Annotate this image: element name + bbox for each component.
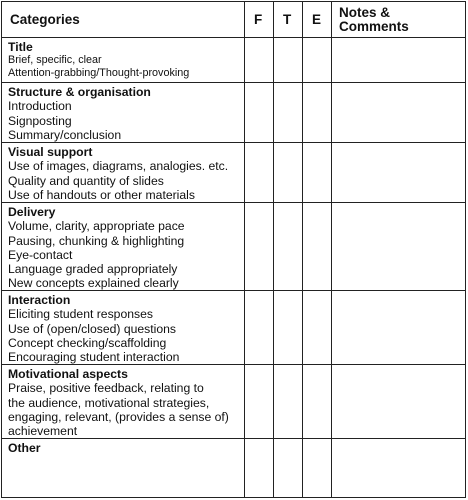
criterion-text: Attention-grabbing/Thought-provoking xyxy=(8,67,190,79)
criterion-text: Encouraging student interaction xyxy=(8,350,180,365)
criterion-text: Use of images, diagrams, analogies. etc. xyxy=(8,159,229,174)
criterion-text: Summary/conclusion xyxy=(8,127,122,142)
header-categories: Categories xyxy=(10,12,80,27)
section-row-other xyxy=(2,439,465,497)
criterion-text: Eye-contact xyxy=(8,247,73,262)
criterion-text: Language graded appropriately xyxy=(8,262,178,277)
section-title: Structure & organisation xyxy=(8,85,151,99)
criterion-text: the audience, motivational strategies, xyxy=(8,395,210,410)
section-row-delivery xyxy=(2,203,465,291)
section-title: Other xyxy=(8,441,41,455)
header-notes-line1: Notes & xyxy=(339,5,391,20)
category-cell xyxy=(8,145,465,202)
criterion-text: engaging, relevant, (provides a sense of) xyxy=(8,409,229,424)
criterion-text: Use of handouts or other materials xyxy=(8,187,195,202)
category-cell xyxy=(8,40,465,80)
section-title: Interaction xyxy=(8,293,71,307)
criterion-text: Introduction xyxy=(8,99,72,114)
evaluation-table xyxy=(1,1,466,498)
criterion-text: Signposting xyxy=(8,113,72,128)
category-cell xyxy=(8,441,465,455)
section-row-interaction xyxy=(2,291,465,365)
header-row xyxy=(2,2,465,38)
header-notes-line2: Comments xyxy=(339,19,409,34)
header-t: T xyxy=(283,12,292,27)
section-title: Motivational aspects xyxy=(8,367,128,381)
section-row-motivational xyxy=(2,365,465,439)
criterion-text: Use of (open/closed) questions xyxy=(8,321,177,336)
section-row-structure xyxy=(2,83,465,143)
criterion-text: New concepts explained clearly xyxy=(8,276,179,291)
criterion-text: Eliciting student responses xyxy=(8,307,153,322)
criterion-text: Brief, specific, clear xyxy=(8,54,102,66)
criterion-text: Volume, clarity, appropriate pace xyxy=(8,219,185,234)
criterion-text: achievement xyxy=(8,424,78,439)
category-cell xyxy=(8,367,465,438)
category-cell xyxy=(8,293,465,364)
header-f: F xyxy=(254,12,263,27)
criterion-text: Concept checking/scaffolding xyxy=(8,335,167,350)
section-title: Title xyxy=(8,40,33,54)
category-cell xyxy=(8,85,465,142)
category-cell xyxy=(8,205,465,291)
criterion-text: Praise, positive feedback, relating to xyxy=(8,381,204,396)
header-e: E xyxy=(312,12,322,27)
section-title: Visual support xyxy=(8,145,93,159)
section-row-visual-support xyxy=(2,143,465,203)
criterion-text: Pausing, chunking & highlighting xyxy=(8,233,185,248)
section-row-title xyxy=(2,38,465,83)
section-title: Delivery xyxy=(8,205,56,219)
criterion-text: Quality and quantity of slides xyxy=(8,173,164,188)
